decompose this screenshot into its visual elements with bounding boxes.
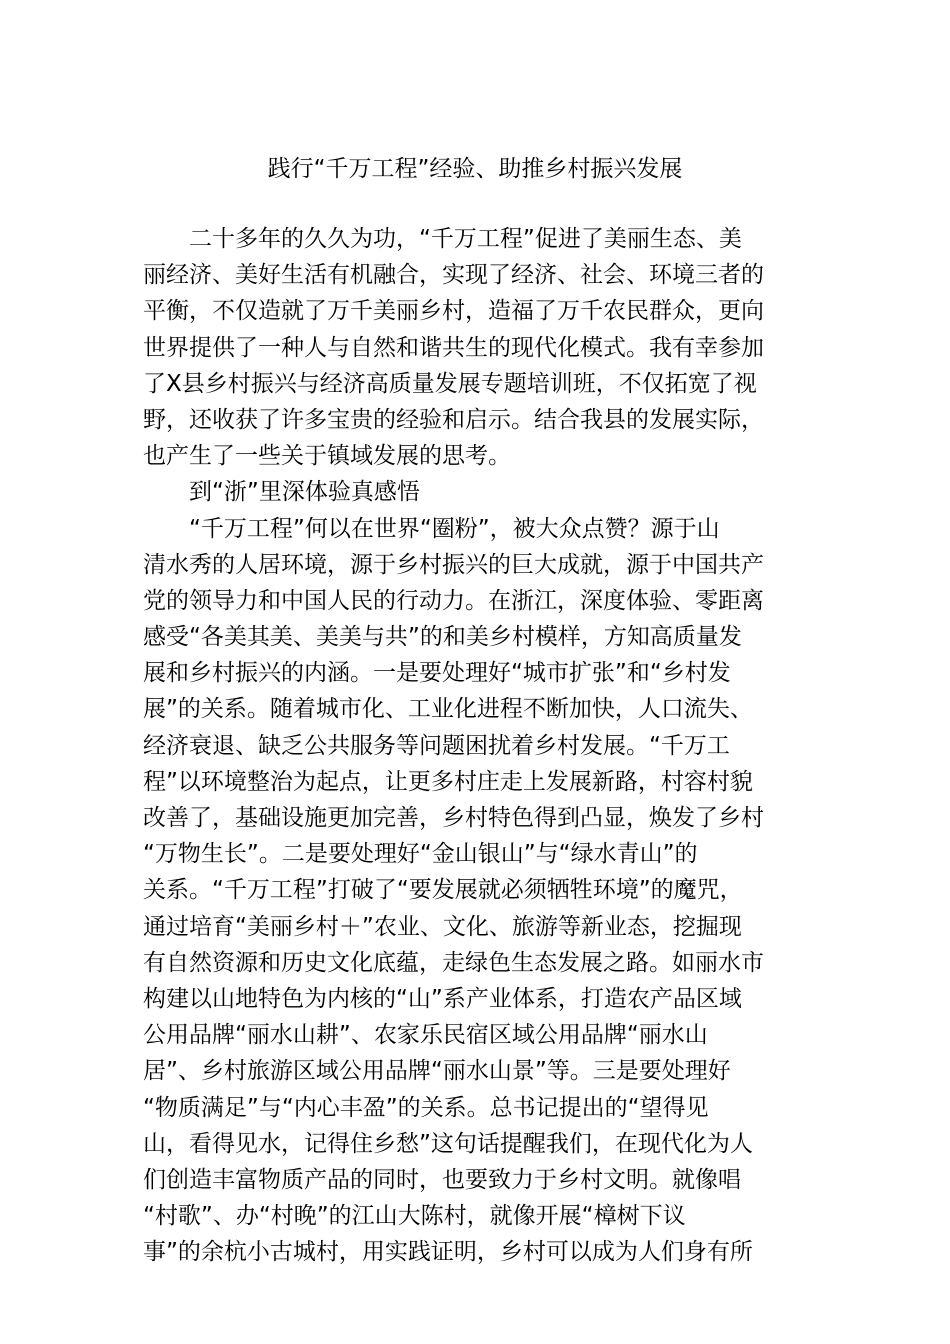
text-line: “村歌”、办“村晚”的江山大陈村，就像开展“樟树下议	[143, 1203, 686, 1230]
text-line: 也产生了一些关于镇域发展的思考。	[143, 443, 511, 470]
text-line: 展”的关系。随着城市化、工业化进程不断加快，人口流失、	[143, 696, 753, 723]
text-line: 山，看得见水，记得住乡愁”这句话提醒我们，在现代化为人	[143, 1130, 753, 1157]
text-line: “物质满足”与“内心丰盈”的关系。总书记提出的“望得见	[143, 1094, 709, 1121]
text-line: 居”、乡村旅游区域公用品牌“丽水山景”等。三是要处理好	[143, 1058, 731, 1085]
text-line: 清水秀的人居环境，源于乡村振兴的巨大成就，源于中国共产	[143, 551, 764, 578]
document-title: 践行“千万工程”经验、助推乡村振兴发展	[267, 156, 683, 182]
text-line: 改善了，基础设施更加完善，乡村特色得到凸显，焕发了乡村	[143, 805, 764, 831]
text-line: 二十多年的久久为功，“千万工程”促进了美丽生态、美	[143, 226, 742, 252]
text-line: 程”以环境整治为起点，让更多村庄走上发展新路，村容村貌	[143, 768, 753, 795]
text-line: 事”的余杭小古城村，用实践证明，乡村可以成为人们身有所	[143, 1239, 753, 1266]
document-body	[143, 221, 815, 1270]
text-line: “万物生长”。二是要处理好“金山银山”与“绿水青山”的	[143, 841, 698, 868]
section-heading: 到“浙”里深体验真感悟	[143, 479, 420, 506]
text-line: 党的领导力和中国人民的行动力。在浙江，深度体验、零距离	[143, 587, 764, 614]
text-line: 经济衰退、缺乏公共服务等问题困扰着乡村发展。“千万工	[143, 732, 730, 759]
text-line: 了X县乡村振兴与经济高质量发展专题培训班，不仅拓宽了视	[143, 370, 757, 397]
text-line: 们创造丰富物质产品的同时，也要致力于乡村文明。就像唱	[143, 1166, 741, 1193]
text-line: 野，还收获了许多宝贵的经验和启示。结合我县的发展实际，	[143, 406, 764, 433]
text-line: 通过培育“美丽乡村＋”农业、文化、旅游等新业态，挖掘现	[143, 913, 742, 940]
text-line: 平衡，不仅造就了万千美丽乡村，造福了万千农民群众，更向	[143, 298, 764, 325]
text-line: 有自然资源和历史文化底蕴，走绿色生态发展之路。如丽水市	[143, 949, 764, 976]
text-line: 丽经济、美好生活有机融合，实现了经济、社会、环境三者的	[143, 262, 764, 289]
text-line: “千万工程”何以在世界“圈粉”，被大众点赞？源于山	[143, 515, 720, 542]
text-line: 展和乡村振兴的内涵。一是要处理好“城市扩张”和“乡村发	[143, 660, 731, 687]
text-line: 构建以山地特色为内核的“山”系产业体系，打造农产品区域	[143, 985, 742, 1012]
text-line: 关系。“千万工程”打破了“要发展就必须牺牲环境”的魔咒，	[143, 877, 743, 904]
text-line: 公用品牌“丽水山耕”、农家乐民宿区域公用品牌“丽水山	[143, 1022, 708, 1049]
text-line: 世界提供了一种人与自然和谐共生的现代化模式。我有幸参加	[143, 334, 764, 361]
text-line: 感受“各美其美、美美与共”的和美乡村模样，方知高质量发	[143, 624, 742, 651]
